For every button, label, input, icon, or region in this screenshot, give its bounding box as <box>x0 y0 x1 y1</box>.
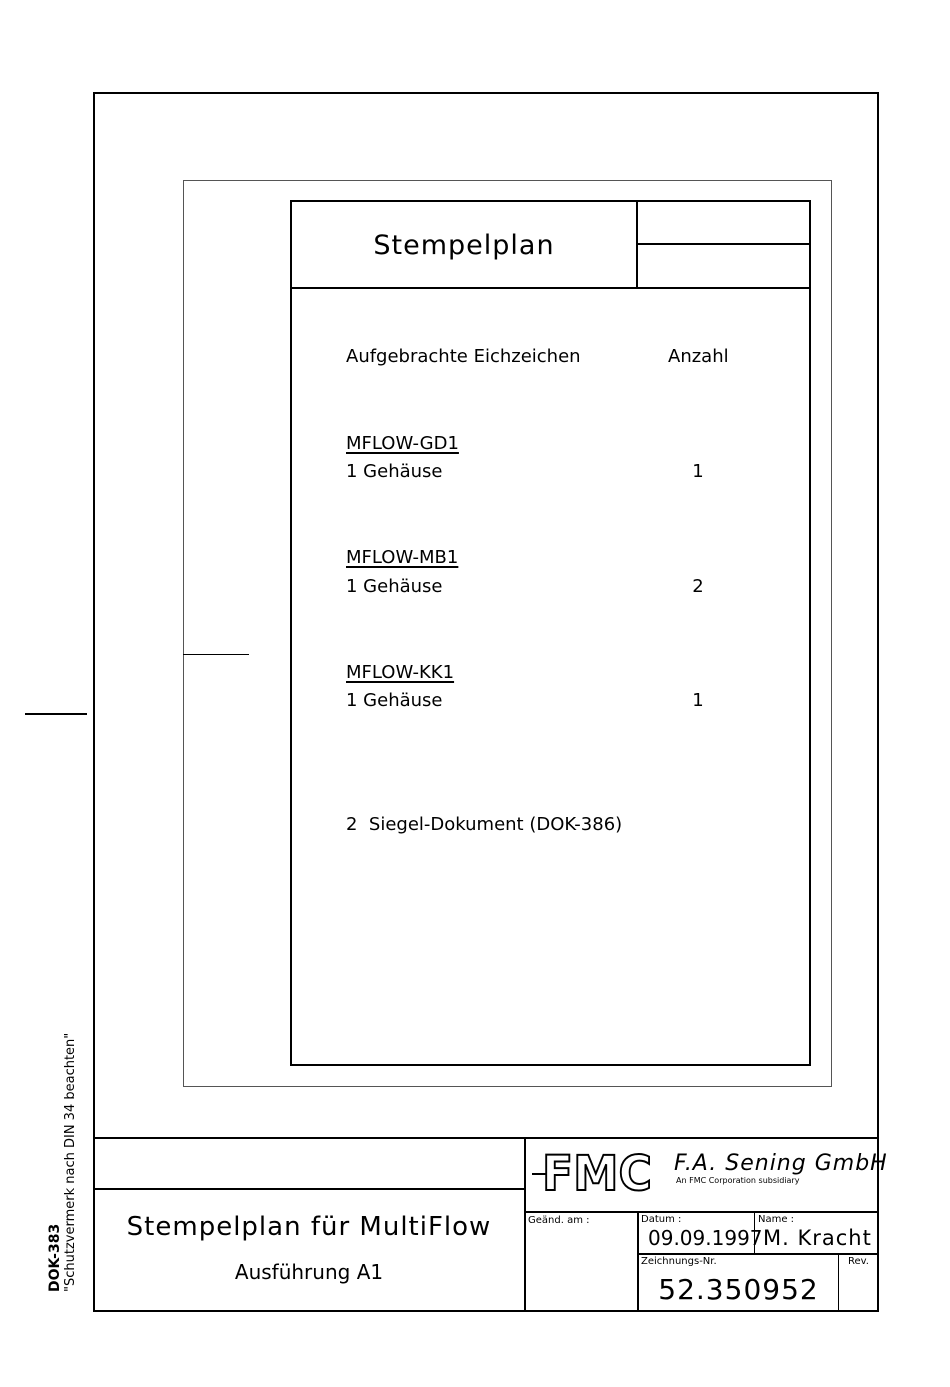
company-name: F.A. Sening GmbH <box>674 1151 888 1176</box>
name-value: M. Kracht <box>763 1226 872 1250</box>
item-count: 1 <box>692 461 704 482</box>
column-header-marks: Aufgebrachte Eichzeichen <box>346 346 581 367</box>
item-description: 1 Gehäuse <box>346 690 443 711</box>
name-label: Name : <box>758 1214 795 1225</box>
title-block-top-line <box>93 1137 879 1139</box>
item-code: MFLOW-MB1 <box>346 547 459 568</box>
inner-frame-tick <box>183 654 249 655</box>
stamp-plan-title: Stempelplan <box>373 230 555 261</box>
seal-document-note: 2 Siegel-Dokument (DOK-386) <box>346 814 623 835</box>
drawing-subtitle: Ausführung A1 <box>234 1260 384 1284</box>
side-note <box>48 1033 78 1292</box>
protection-note: "Schutzvermerk nach DIN 34 beachten" <box>63 1032 78 1292</box>
title-block-date-divider <box>637 1253 879 1255</box>
company-subtitle: An FMC Corporation subsidiary <box>676 1176 800 1185</box>
date-value: 09.09.1997 <box>648 1226 763 1250</box>
item-count: 1 <box>692 690 704 711</box>
column-header-count: Anzahl <box>668 346 729 367</box>
item-code: MFLOW-KK1 <box>346 662 455 683</box>
title-block-logo-divider <box>524 1211 879 1213</box>
stamp-plan-header-hsplit <box>636 243 811 245</box>
doc-id: DOK-383 <box>47 1223 63 1292</box>
margin-tick <box>25 713 87 715</box>
item-description: 1 Gehäuse <box>346 461 443 482</box>
drawing-number-label: Zeichnungs-Nr. <box>641 1256 717 1267</box>
revision-label: Rev. <box>848 1256 869 1267</box>
item-code: MFLOW-GD1 <box>346 433 459 454</box>
stamp-plan-box <box>290 200 811 1066</box>
item-count: 2 <box>692 576 704 597</box>
title-block-mid-line <box>93 1188 525 1190</box>
fmc-logo-mark <box>528 1140 658 1208</box>
title-block-vline-rev <box>838 1253 839 1312</box>
changed-label: Geänd. am : <box>528 1215 590 1226</box>
fmc-logo <box>528 1140 658 1208</box>
stamp-plan-header-divider <box>290 287 811 289</box>
date-label: Datum : <box>641 1214 682 1225</box>
logo-text: FMC <box>542 1146 652 1202</box>
drawing-title: Stempelplan für MultiFlow <box>126 1212 492 1242</box>
item-description: 1 Gehäuse <box>346 576 443 597</box>
drawing-number-value: 52.350952 <box>658 1273 819 1306</box>
